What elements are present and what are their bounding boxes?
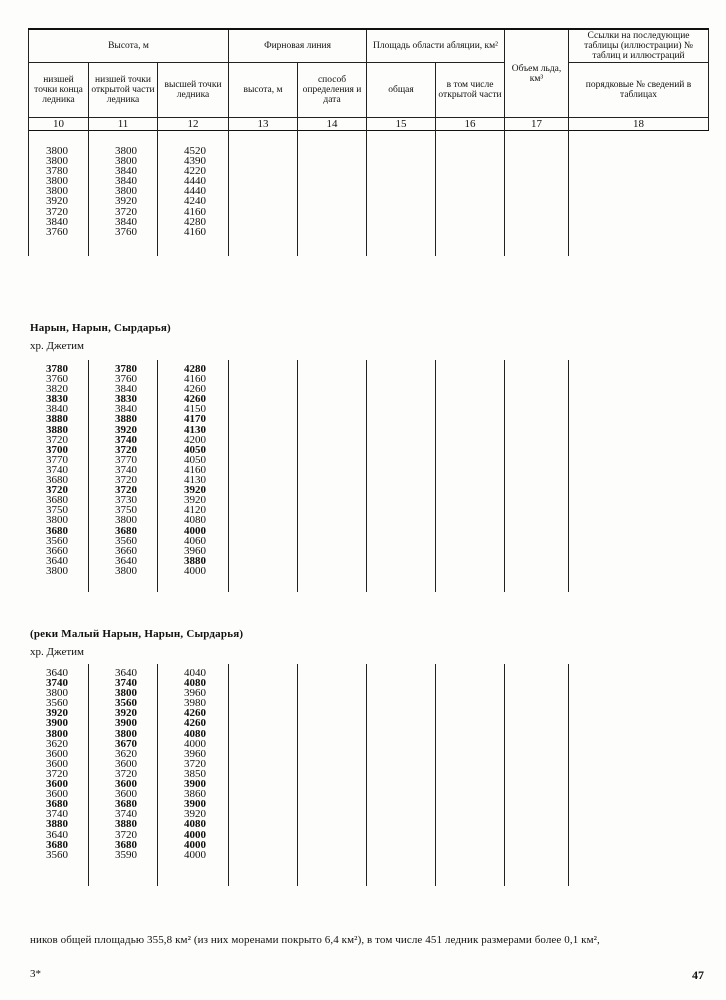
header-col-11: низшей точки открытой части ледника	[89, 63, 158, 118]
col-number: 11	[89, 118, 158, 131]
section-title-maly-naryn: (реки Малый Нарын, Нарын, Сырдарья)	[30, 628, 244, 640]
table-row: 3640 3640 4040	[46, 667, 206, 679]
table-row: 3720 3720 3850	[46, 767, 206, 780]
table-row: 3760 3760 4160	[46, 373, 206, 386]
table-row: 3640 3720 4000	[46, 828, 206, 841]
col-number: 18	[569, 118, 709, 131]
table-row: 3720 3720 4160	[46, 205, 206, 218]
table-row: 3880 3880 4170	[46, 413, 206, 426]
table-row: 3920 3920 4240	[46, 195, 206, 208]
table-row: 3900 3900 4260	[46, 717, 206, 730]
ridge-label: хр. Джетим	[30, 646, 84, 658]
header-col-15: общая	[367, 63, 436, 118]
col-number: 13	[229, 118, 298, 131]
table-row: 3680 3730 3920	[46, 494, 206, 507]
data-block-3	[0, 668, 300, 860]
table-row: 3760 3760 4160	[46, 225, 206, 238]
col-number: 12	[158, 118, 229, 131]
data-block-1	[0, 146, 300, 237]
table-row: 3560 3560 3980	[46, 697, 206, 710]
table-row: 3740 3740 3920	[46, 808, 206, 821]
table-row: 3750 3750 4120	[46, 504, 206, 517]
table-row: 3840 3840 4280	[46, 215, 206, 228]
header-firn-group: Фирновая линия	[229, 29, 367, 63]
table-row: 3680 3680 4000	[46, 838, 206, 851]
table-row: 3700 3720 4050	[46, 443, 206, 456]
table-header	[28, 28, 709, 131]
table-row: 3880 3920 4130	[46, 423, 206, 436]
table-row: 3800 3800 4440	[46, 185, 206, 198]
page-number: 47	[692, 968, 704, 982]
table-row: 3560 3560 4060	[46, 534, 206, 547]
ridge-label: хр. Джетим	[30, 340, 84, 352]
table-row: 3800 3800 3960	[46, 687, 206, 700]
data-block-2	[0, 364, 300, 576]
table-row: 3800 3800 4520	[46, 145, 206, 157]
col-number: 17	[505, 118, 569, 131]
table-row: 3720 3720 3920	[46, 484, 206, 497]
table-row: 3800 3800 4390	[46, 155, 206, 168]
header-col-10: низшей точки конца ледника	[29, 63, 89, 118]
table-row: 3560 3590 4000	[46, 848, 206, 861]
table-row: 3680 3720 4130	[46, 474, 206, 487]
footnote-text: ников общей площадью 355,8 км² (из них моренами покрыто 6,4 км²), в том числе 451 ледник размерами более 0,1 км²,	[30, 934, 600, 946]
table-row: 3620 3670 4000	[46, 737, 206, 750]
table-row: 3600 3620 3960	[46, 747, 206, 760]
table-row: 3800 3800 4080	[46, 727, 206, 740]
header-height-group: Высота, м	[29, 29, 229, 63]
col-number: 14	[298, 118, 367, 131]
table-row: 3600 3600 3860	[46, 788, 206, 801]
table-row: 3840 3840 4150	[46, 403, 206, 416]
col-number: 16	[436, 118, 505, 131]
header-ice-volume: Объем льда, км³	[505, 29, 569, 118]
table-row: 3740 3740 4080	[46, 677, 206, 690]
table-row: 3680 3680 3900	[46, 798, 206, 811]
table-row: 3800 3800 4000	[46, 564, 206, 577]
header-col-16: в том числе открытой части	[436, 63, 505, 118]
table-row: 3600 3600 3900	[46, 778, 206, 791]
table-row: 3830 3830 4260	[46, 393, 206, 406]
header-ablation-group: Площадь области абляции, км²	[367, 29, 505, 63]
table-row: 3800 3800 4080	[46, 514, 206, 527]
signature-mark: 3*	[30, 968, 41, 980]
table-row: 3880 3880 4080	[46, 818, 206, 831]
table-row: 3780 3780 4280	[46, 363, 206, 375]
table-row: 3920 3920 4260	[46, 707, 206, 720]
header-col-14: способ определения и дата	[298, 63, 367, 118]
header-col-13: высота, м	[229, 63, 298, 118]
header-references: Ссылки на последующие таблицы (иллюстрации) № таблиц и иллюстраций	[569, 29, 709, 63]
table-row: 3660 3660 3960	[46, 544, 206, 557]
table-row: 3720 3740 4200	[46, 433, 206, 446]
header-col-12: высшей точки ледника	[158, 63, 229, 118]
table-row: 3800 3840 4440	[46, 175, 206, 188]
table-row: 3820 3840 4260	[46, 383, 206, 396]
table-row: 3770 3770 4050	[46, 453, 206, 466]
table-row: 3740 3740 4160	[46, 463, 206, 476]
col-number: 10	[29, 118, 89, 131]
table-row: 3680 3680 4000	[46, 524, 206, 537]
table-row: 3780 3840 4220	[46, 165, 206, 178]
header-col-18: порядковые № сведений в таблицах	[569, 63, 709, 118]
section-title-naryn: Нарын, Нарын, Сырдарья)	[30, 322, 171, 334]
table-row: 3640 3640 3880	[46, 554, 206, 567]
col-number: 15	[367, 118, 436, 131]
table-row: 3600 3600 3720	[46, 757, 206, 770]
